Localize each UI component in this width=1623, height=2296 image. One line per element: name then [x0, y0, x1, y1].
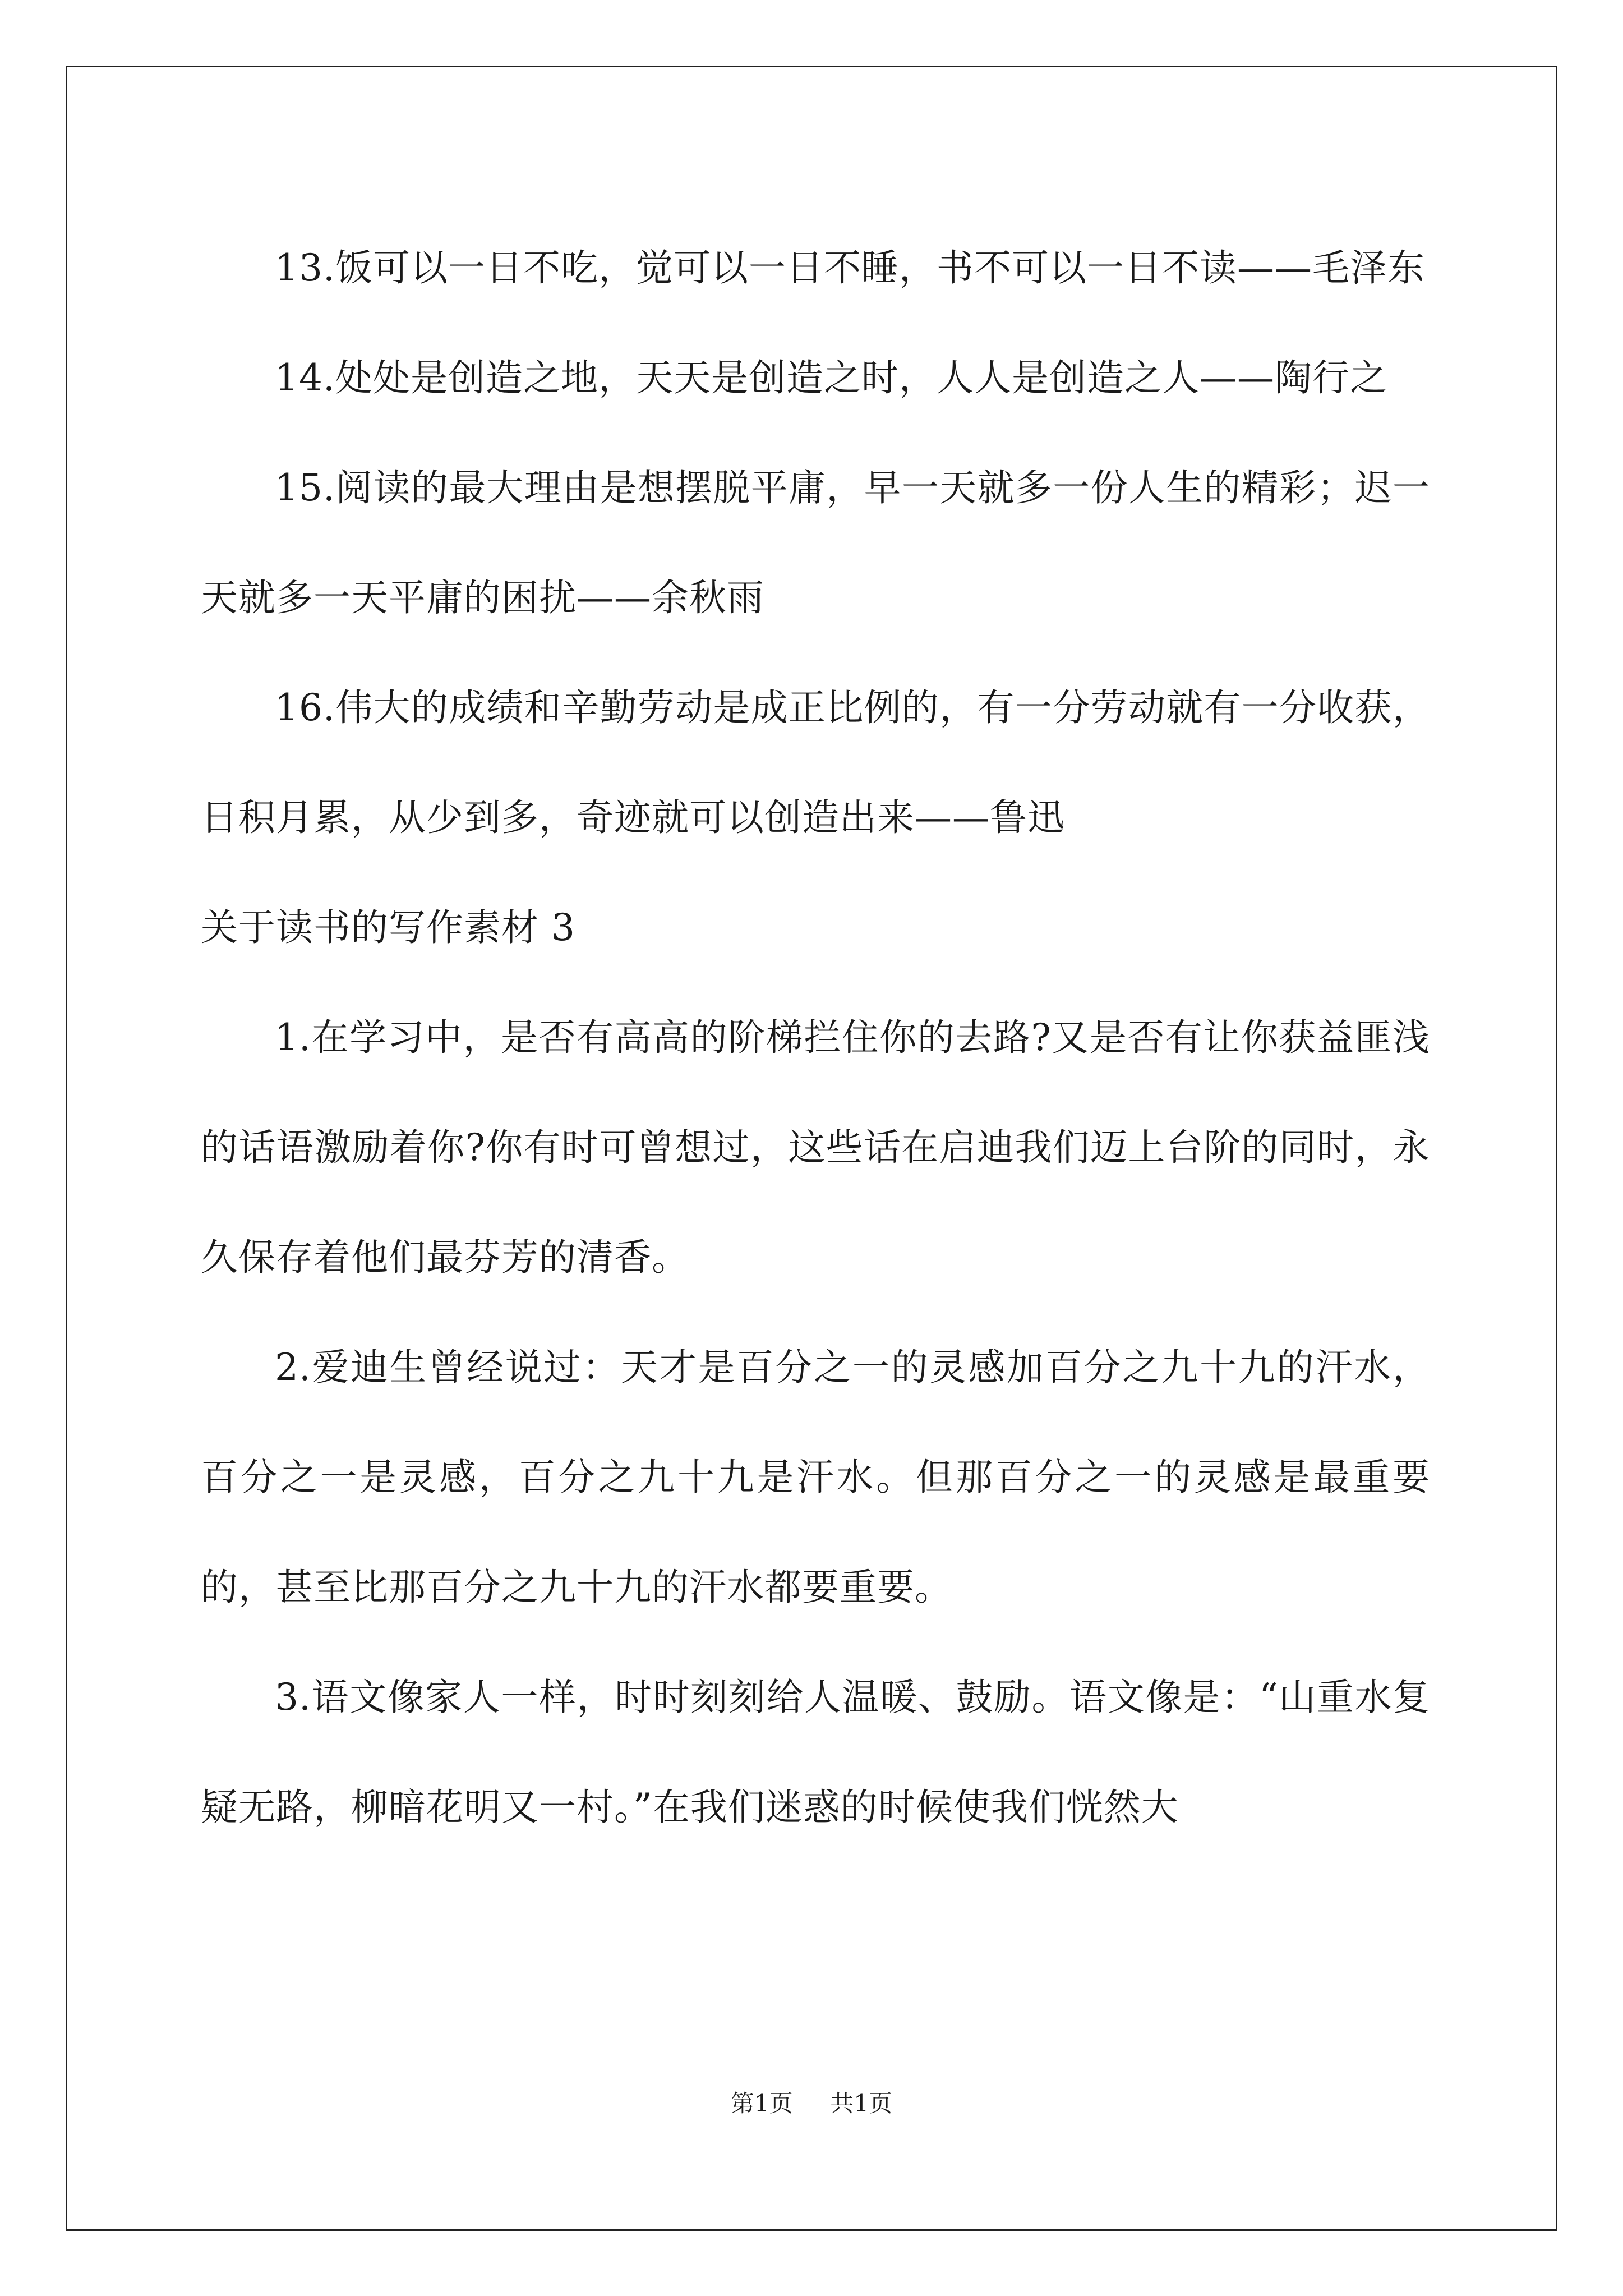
quote-paragraph-13: 13.饭可以一日不吃，觉可以一日不睡，书不可以一日不读——毛泽东	[275, 246, 1425, 289]
material-paragraph-2: 2.爱迪生曾经说过：天才是百分之一的灵感加百分之九十九的汗水，百分之一是灵感，百分之九十九是汗水。但那百分之一的灵感是最重要的，甚至比那百分之九十九的汗水都要重要。	[201, 1346, 1430, 1609]
document-body	[201, 213, 1430, 1862]
material-paragraph-3: 3.语文像家人一样，时时刻刻给人温暖、鼓励。语文像是：“山重水复疑无路，柳暗花明又一村。”在我们迷惑的时候使我们恍然大	[201, 1676, 1430, 1829]
material-paragraph-1: 1.在学习中，是否有高高的阶梯拦住你的去路?又是否有让你获益匪浅的话语激励着你?你有时可曾想过，这些话在启迪我们迈上台阶的同时，永久保存着他们最芬芳的清香。	[201, 1016, 1430, 1279]
page-number: 第1页	[730, 2090, 793, 2117]
section-heading: 关于读书的写作素材 3	[201, 906, 575, 949]
quote-paragraph-14: 14.处处是创造之地，天天是创造之时，人人是创造之人——陶行之	[275, 356, 1387, 399]
page-total: 共1页	[830, 2090, 893, 2117]
quote-paragraph-16: 16.伟大的成绩和辛勤劳动是成正比例的，有一分劳动就有一分收获，日积月累，从少到多，奇迹就可以创造出来——鲁迅	[201, 686, 1430, 839]
page-footer	[0, 2087, 1623, 2120]
quote-paragraph-15: 15.阅读的最大理由是想摆脱平庸，早一天就多一份人生的精彩；迟一天就多一天平庸的困扰——余秋雨	[201, 466, 1430, 619]
